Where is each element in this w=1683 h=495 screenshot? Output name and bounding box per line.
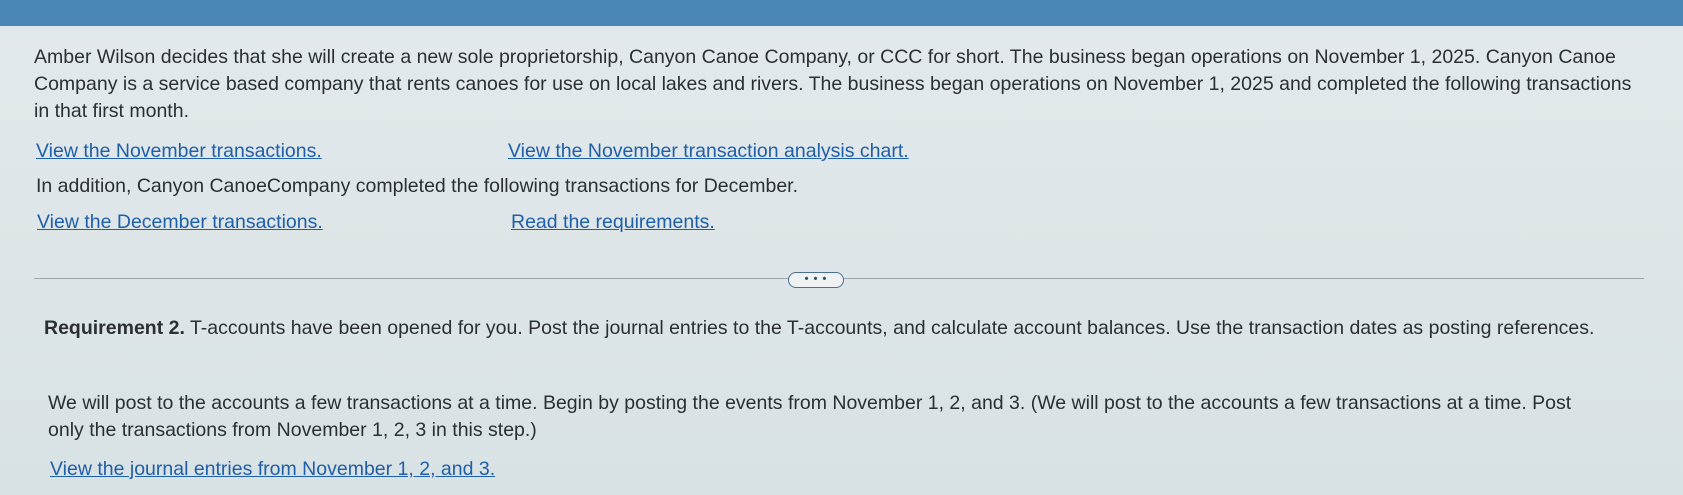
intro-paragraph: Amber Wilson decides that she will create a new sole proprietorship, Canyon Canoe Company, or CCC for short. The business began operations on November 1, 2025. Canyon Canoe Company is a service based company that rents canoes for use on local lakes and rivers. The business began operations on November 1, 2025 and completed the following transactions in that first month. <box>34 46 1632 122</box>
requirement-label: Requirement 2. <box>44 317 185 339</box>
view-november-transactions-link[interactable]: View the November transactions. <box>36 140 322 162</box>
top-bar <box>0 0 1683 26</box>
more-options-button[interactable]: • • • <box>788 272 844 288</box>
requirement-paragraph <box>44 315 1634 342</box>
posting-instructions: We will post to the accounts a few transactions at a time. Begin by posting the events from November 1, 2, and 3. (We will post to the accounts a few transactions at a time. Post only the transactions from November 1, 2, 3 in this step.) <box>48 392 1572 441</box>
view-december-transactions-link[interactable]: View the December transactions. <box>37 211 323 233</box>
view-journal-entries-link[interactable]: View the journal entries from November 1, 2, and 3. <box>50 458 496 480</box>
requirement-text: T-accounts have been opened for you. Post the journal entries to the T-accounts, and calculate account balances. Use the transaction dates as posting references. <box>184 317 1595 339</box>
view-november-chart-link[interactable]: View the November transaction analysis chart. <box>508 140 909 162</box>
december-text: In addition, Canyon CanoeCompany completed the following transactions for December. <box>36 175 799 197</box>
read-requirements-link[interactable]: Read the requirements. <box>511 211 715 233</box>
